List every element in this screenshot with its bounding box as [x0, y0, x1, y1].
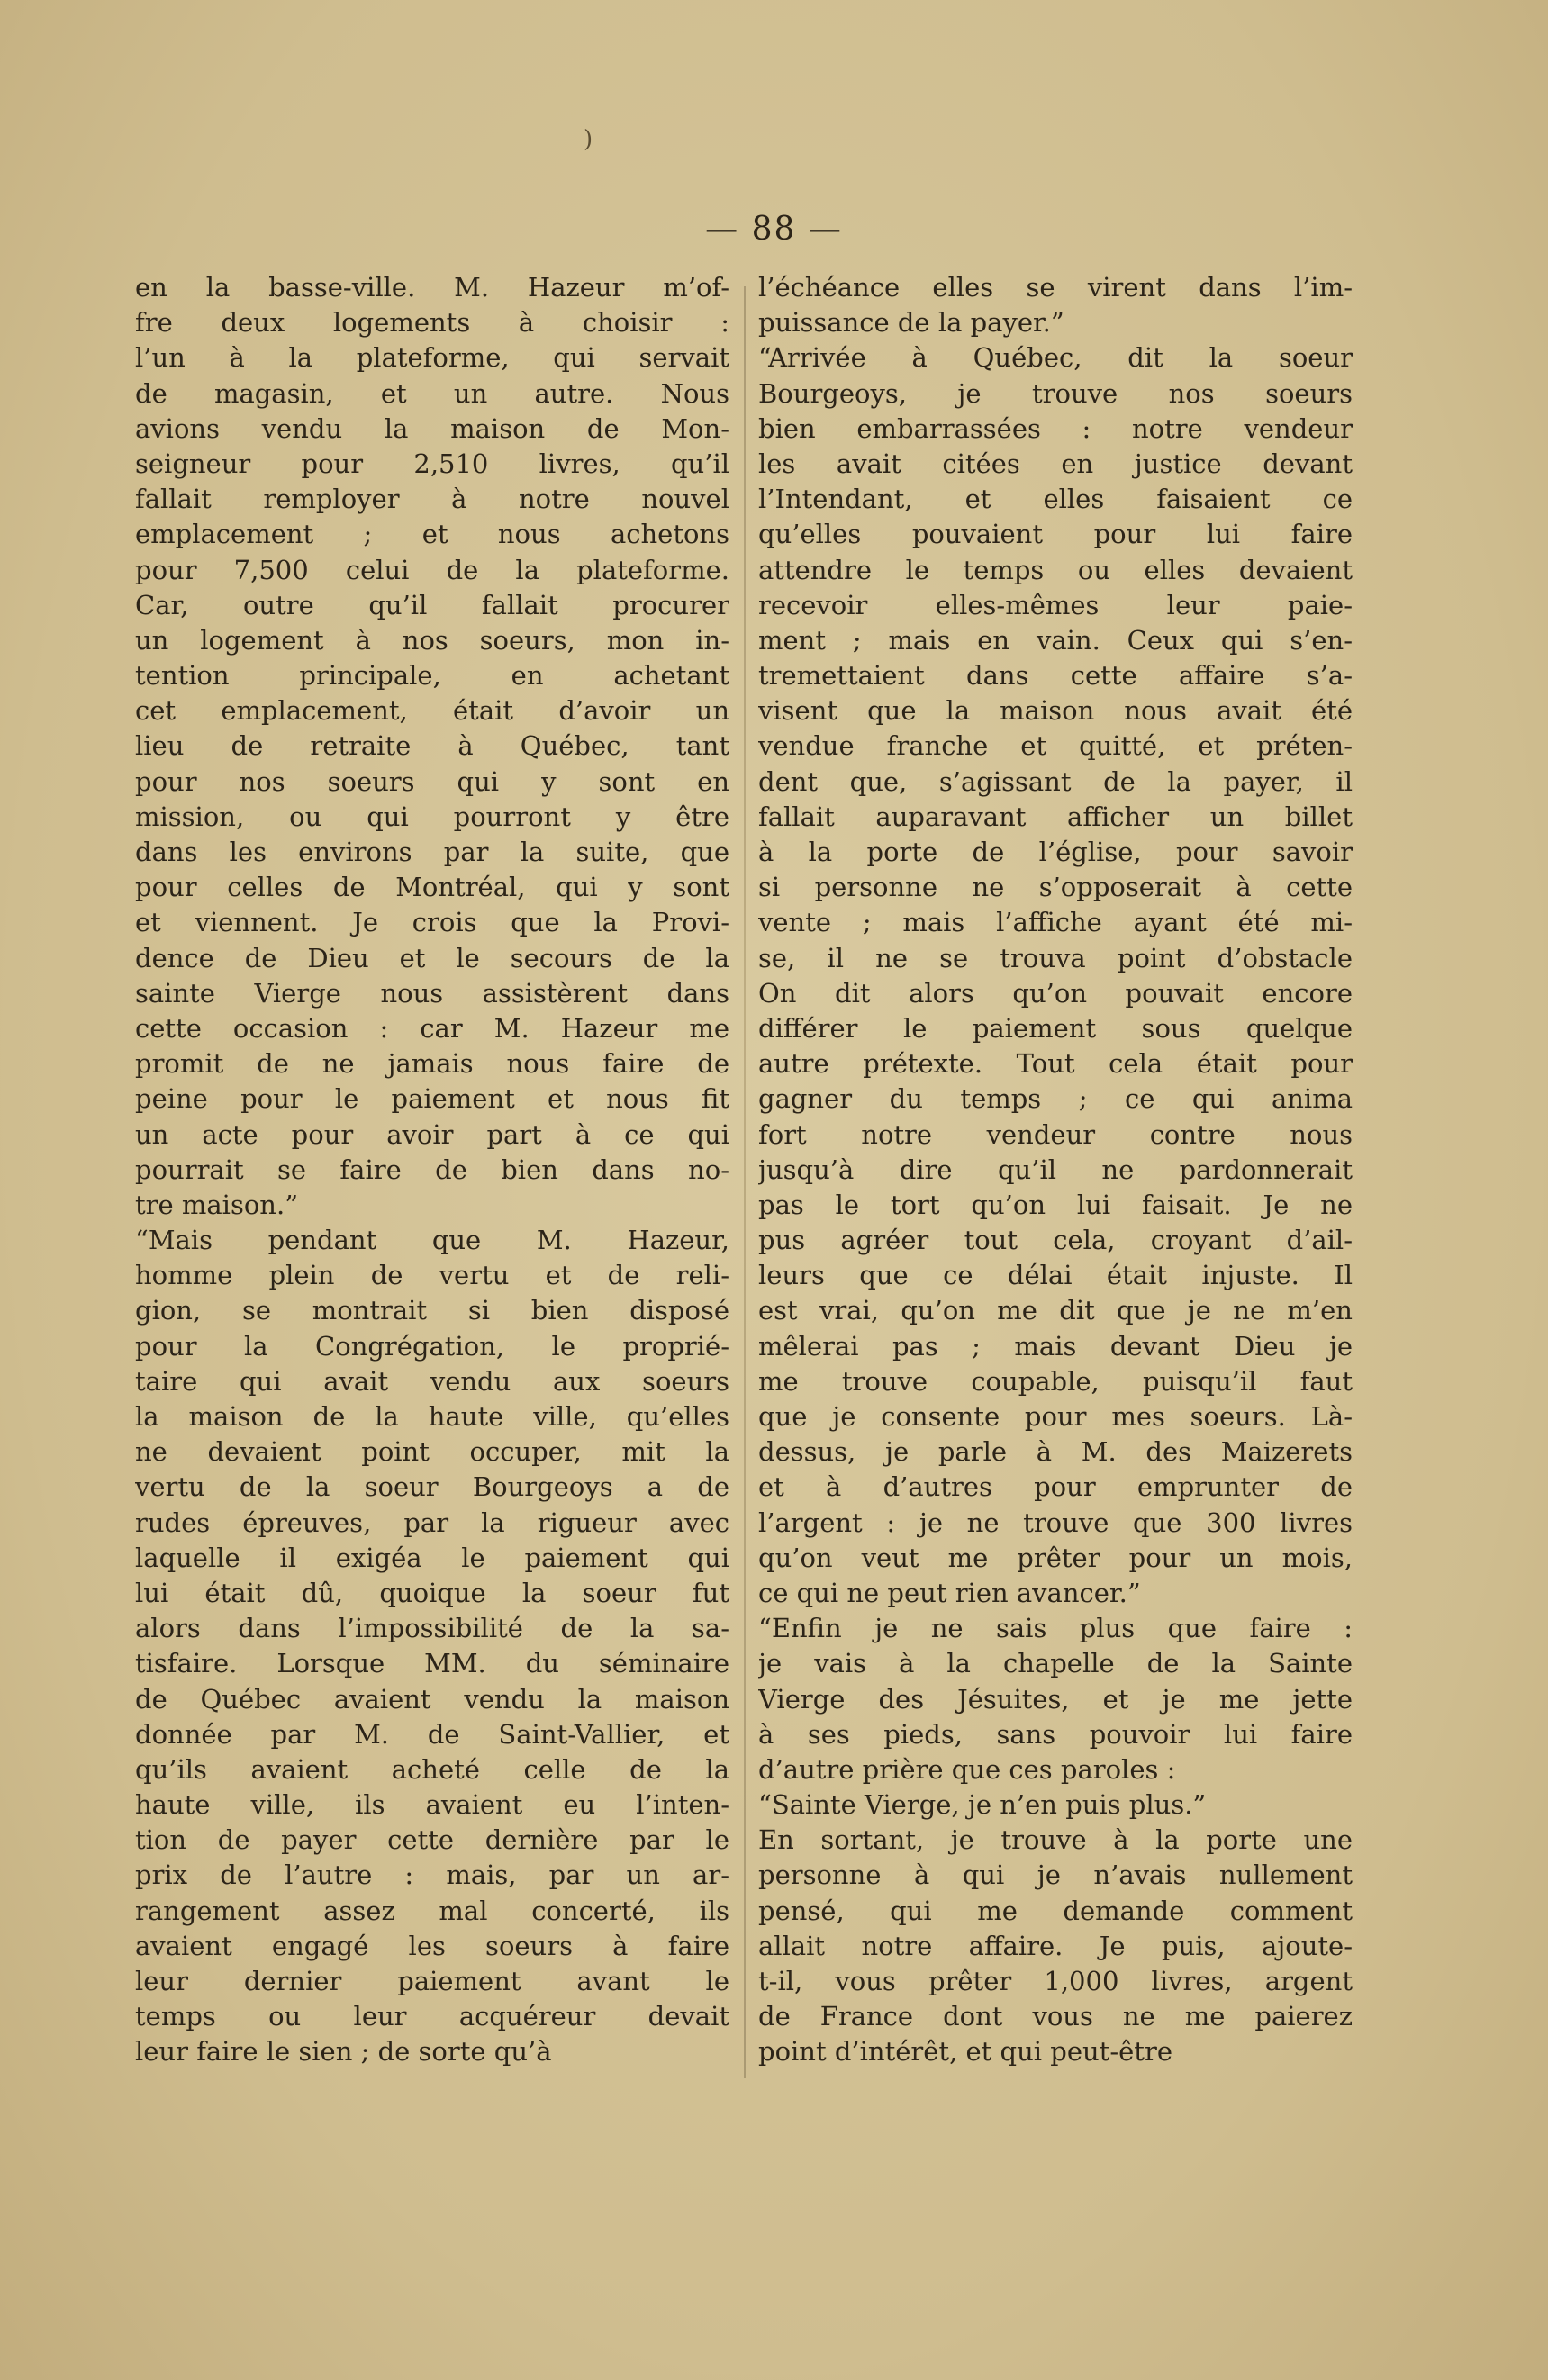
text-line: promit de ne jamais nous faire de — [135, 1048, 729, 1080]
text-line: bien embarrassées : notre vendeur — [758, 412, 1353, 444]
text-line: qu’ils avaient acheté celle de la — [135, 1753, 729, 1785]
text-line: un acte pour avoir part à ce qui — [135, 1118, 729, 1150]
text-line: lieu de retraite à Québec, tant — [135, 730, 729, 762]
text-line: haute ville, ils avaient eu l’inten- — [135, 1789, 729, 1821]
text-line: pour 7,500 celui de la plateforme. — [135, 554, 729, 585]
text-line: et viennent. Je crois que la Provi- — [135, 907, 729, 938]
text-line: dence de Dieu et le secours de la — [135, 942, 729, 973]
ink-mark: ) — [584, 126, 593, 153]
text-line: gagner du temps ; ce qui anima — [758, 1083, 1353, 1115]
text-line: et à d’autres pour emprunter de — [758, 1471, 1353, 1503]
text-line: recevoir elles-mêmes leur paie- — [758, 589, 1353, 620]
text-line: rudes épreuves, par la rigueur avec — [135, 1507, 729, 1538]
text-line: qu’elles pouvaient pour lui faire — [758, 519, 1353, 550]
page-number: — 88 — — [705, 211, 843, 248]
left-text-column — [135, 270, 729, 2070]
text-line: leurs que ce délai était injuste. Il — [758, 1260, 1353, 1291]
text-line: est vrai, qu’on me dit que je ne m’en — [758, 1295, 1353, 1326]
text-line: alors dans l’impossibilité de la sa- — [135, 1613, 729, 1644]
text-line: fallait auparavant afficher un billet — [758, 801, 1353, 832]
text-line: pour la Congrégation, le proprié- — [135, 1330, 729, 1362]
text-line: peine pour le paiement et nous fit — [135, 1083, 729, 1115]
text-line: dent que, s’agissant de la payer, il — [758, 765, 1353, 797]
text-line: mêlerai pas ; mais devant Dieu je — [758, 1330, 1353, 1362]
text-line: pour celles de Montréal, qui y sont — [135, 872, 729, 903]
text-line: jusqu’à dire qu’il ne pardonnerait — [758, 1154, 1353, 1185]
text-line: “Sainte Vierge, je n’en puis plus.” — [758, 1789, 1207, 1821]
text-line: homme plein de vertu et de reli- — [135, 1260, 729, 1291]
text-line: attendre le temps ou elles devaient — [758, 554, 1353, 585]
text-line: “Mais pendant que M. Hazeur, — [135, 1225, 729, 1256]
text-line: “Enfin je ne sais plus que faire : — [758, 1613, 1353, 1644]
text-line: un logement à nos soeurs, mon in- — [135, 624, 729, 656]
text-line: taire qui avait vendu aux soeurs — [135, 1365, 729, 1397]
text-line: à ses pieds, sans pouvoir lui faire — [758, 1718, 1353, 1750]
text-line: à la porte de l’église, pour savoir — [758, 837, 1353, 867]
text-line: se, il ne se trouva point d’obstacle — [758, 942, 1353, 973]
text-line: mission, ou qui pourront y être — [135, 801, 729, 832]
text-line: l’argent : je ne trouve que 300 livres — [758, 1507, 1353, 1538]
text-line: dessus, je parle à M. des Maizerets — [758, 1436, 1353, 1468]
text-line: ne devaient point occuper, mit la — [135, 1436, 729, 1468]
right-text-column — [758, 270, 1353, 2070]
text-line: les avait citées en justice devant — [758, 448, 1353, 479]
text-line: Bourgeoys, je trouve nos soeurs — [758, 377, 1353, 409]
text-line: que je consente pour mes soeurs. Là- — [758, 1401, 1353, 1432]
text-line: seigneur pour 2,510 livres, qu’il — [135, 448, 729, 479]
text-line: “Arrivée à Québec, dit la soeur — [758, 342, 1353, 374]
text-line: donnée par M. de Saint-Vallier, et — [135, 1718, 729, 1750]
text-line: si personne ne s’opposerait à cette — [758, 872, 1353, 903]
text-line: avions vendu la maison de Mon- — [135, 412, 729, 444]
text-line: sainte Vierge nous assistèrent dans — [135, 977, 729, 1009]
text-line: pourrait se faire de bien dans no- — [135, 1154, 729, 1185]
text-line: l’échéance elles se virent dans l’im- — [758, 272, 1353, 303]
text-line: différer le paiement sous quelque — [758, 1012, 1353, 1044]
text-line: fort notre vendeur contre nous — [758, 1118, 1353, 1150]
text-line: autre prétexte. Tout cela était pour — [758, 1048, 1353, 1080]
text-line: pour nos soeurs qui y sont en — [135, 765, 729, 797]
text-line: pus agréer tout cela, croyant d’ail- — [758, 1225, 1353, 1256]
text-line: laquelle il exigéa le paiement qui — [135, 1542, 729, 1573]
text-line: En sortant, je trouve à la porte une — [758, 1824, 1353, 1856]
text-line: personne à qui je n’avais nullement — [758, 1860, 1353, 1891]
text-line: en la basse-ville. M. Hazeur m’of- — [135, 272, 729, 303]
text-line: cette occasion : car M. Hazeur me — [135, 1012, 729, 1044]
text-line: temps ou leur acquéreur devait — [135, 2001, 729, 2032]
text-line: tention principale, en achetant — [135, 660, 729, 692]
text-line: Vierge des Jésuites, et je me jette — [758, 1683, 1353, 1715]
text-line: puissance de la payer.” — [758, 307, 1064, 339]
text-line: ment ; mais en vain. Ceux qui s’en- — [758, 624, 1353, 656]
text-line: cet emplacement, était d’avoir un — [135, 695, 729, 727]
text-line: qu’on veut me prêter pour un mois, — [758, 1542, 1353, 1573]
text-line: pas le tort qu’on lui faisait. Je ne — [758, 1189, 1353, 1220]
text-line: Car, outre qu’il fallait procurer — [135, 589, 729, 620]
column-divider — [744, 286, 746, 2078]
text-line: vente ; mais l’affiche ayant été mi- — [758, 907, 1353, 938]
text-line: point d’intérêt, et qui peut-être — [758, 2036, 1172, 2068]
text-line: de magasin, et un autre. Nous — [135, 377, 729, 409]
text-line: dans les environs par la suite, que — [135, 837, 729, 867]
text-line: de France dont vous ne me paierez — [758, 2001, 1353, 2032]
text-line: On dit alors qu’on pouvait encore — [758, 977, 1353, 1009]
text-line: vertu de la soeur Bourgeoys a de — [135, 1471, 729, 1503]
text-line: avaient engagé les soeurs à faire — [135, 1930, 729, 1961]
text-line: tisfaire. Lorsque MM. du séminaire — [135, 1648, 729, 1679]
text-line: fre deux logements à choisir : — [135, 307, 729, 339]
text-line: de Québec avaient vendu la maison — [135, 1683, 729, 1715]
text-line: ce qui ne peut rien avancer.” — [758, 1577, 1141, 1608]
text-line: gion, se montrait si bien disposé — [135, 1295, 729, 1326]
text-line: leur dernier paiement avant le — [135, 1966, 729, 1996]
text-line: l’Intendant, et elles faisaient ce — [758, 484, 1353, 515]
text-line: l’un à la plateforme, qui servait — [135, 342, 729, 374]
text-line: la maison de la haute ville, qu’elles — [135, 1401, 729, 1432]
text-line: tremettaient dans cette affaire s’a- — [758, 660, 1353, 692]
text-line: pensé, qui me demande comment — [758, 1895, 1353, 1926]
text-line: visent que la maison nous avait été — [758, 695, 1353, 727]
text-line: d’autre prière que ces paroles : — [758, 1753, 1176, 1785]
text-line: je vais à la chapelle de la Sainte — [758, 1648, 1353, 1679]
text-line: fallait remployer à notre nouvel — [135, 484, 729, 515]
text-line: vendue franche et quitté, et préten- — [758, 730, 1353, 762]
text-line: rangement assez mal concerté, ils — [135, 1895, 729, 1926]
text-line: allait notre affaire. Je puis, ajoute- — [758, 1930, 1353, 1961]
text-line: leur faire le sien ; de sorte qu’à — [135, 2036, 552, 2068]
text-line: t-il, vous prêter 1,000 livres, argent — [758, 1966, 1353, 1996]
text-line: prix de l’autre : mais, par un ar- — [135, 1860, 729, 1891]
text-line: lui était dû, quoique la soeur fut — [135, 1577, 729, 1608]
text-line: tion de payer cette dernière par le — [135, 1824, 729, 1856]
text-line: emplacement ; et nous achetons — [135, 519, 729, 550]
text-line: me trouve coupable, puisqu’il faut — [758, 1365, 1353, 1397]
text-line: tre maison.” — [135, 1189, 299, 1220]
